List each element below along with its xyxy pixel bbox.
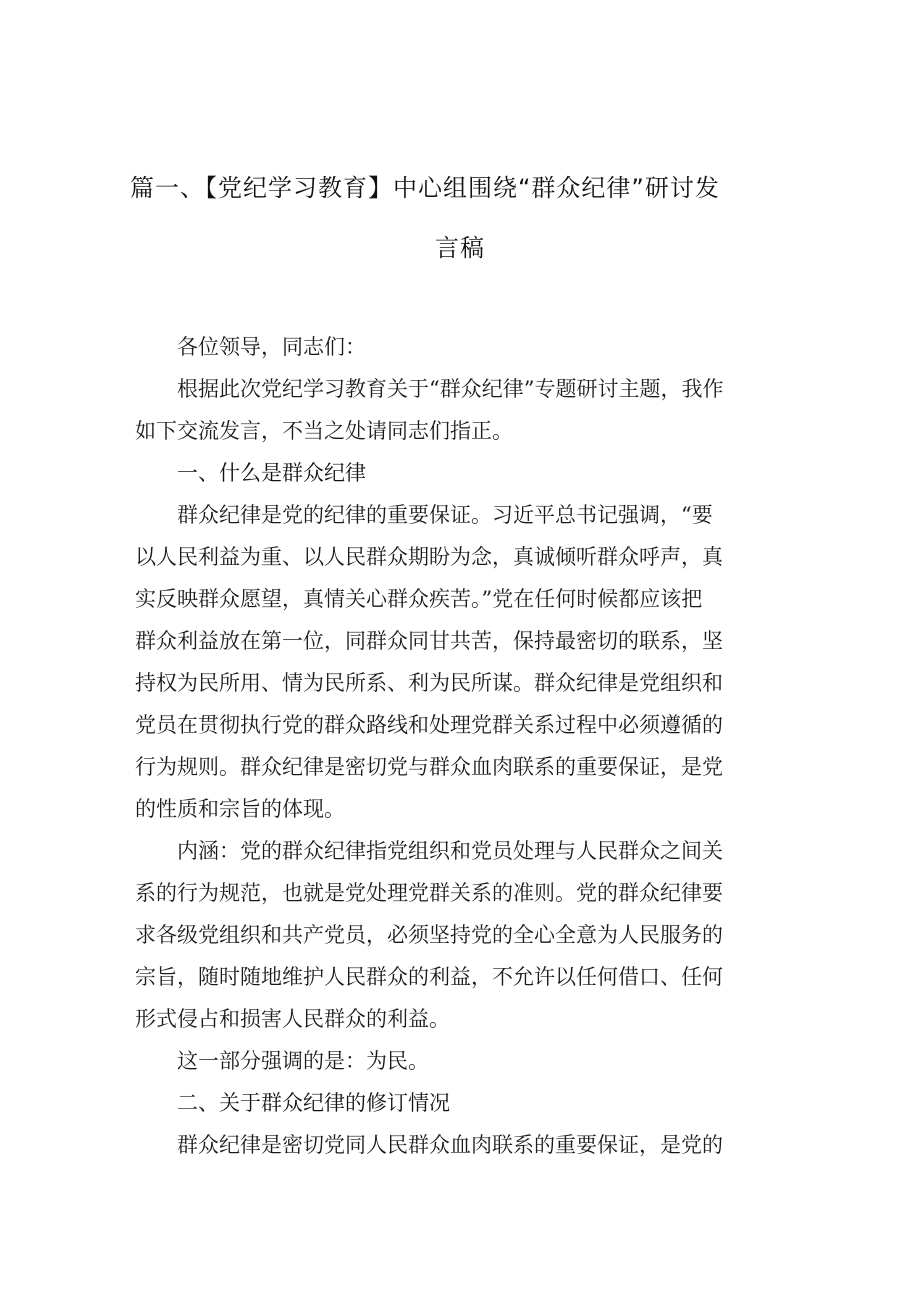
document-title-line-1: 篇一、【党纪学习教育】中心组围绕“群众纪律”研讨发 xyxy=(130,174,720,202)
section-heading-1: 一、什么是群众纪律 xyxy=(177,461,366,485)
paragraph-4 xyxy=(135,1124,785,1166)
paragraph-line: 党员在贯彻执行党的群众路线和处理党群关系过程中必须遵循的 xyxy=(135,713,723,737)
paragraph-line: 宗旨，随时随地维护人民群众的利益，不允许以任何借口、任何 xyxy=(135,965,723,989)
paragraph-line: 系的行为规范，也就是党处理党群关系的准则。党的群众纪律要 xyxy=(135,881,723,905)
paragraph-1 xyxy=(135,494,785,830)
paragraph-line: 群众纪律是密切党同人民群众血肉联系的重要保证，是党的 xyxy=(177,1133,723,1157)
paragraph-line: 求各级党组织和共产党员，必须坚持党的全心全意为人民服务的 xyxy=(135,923,723,947)
paragraph-line: 持权为民所用、情为民所系、利为民所谋。群众纪律是党组织和 xyxy=(135,671,723,695)
paragraph-line: 群众纪律是党的纪律的重要保证。习近平总书记强调，“要 xyxy=(177,503,713,527)
intro-line: 根据此次党纪学习教育关于“群众纪律”专题研讨主题，我作 xyxy=(177,377,724,401)
document-title-line-2: 言稿 xyxy=(435,234,485,262)
paragraph-2 xyxy=(135,830,785,1040)
paragraph-line: 实反映群众愿望，真情关心群众疾苦。”党在任何时候都应该把 xyxy=(135,587,703,611)
intro-line: 如下交流发言，不当之处请同志们指正。 xyxy=(135,419,513,443)
document-body xyxy=(135,326,785,1166)
intro-paragraph xyxy=(135,368,785,452)
paragraph-3: 这一部分强调的是：为民。 xyxy=(177,1049,429,1073)
paragraph-line: 以人民利益为重、以人民群众期盼为念，真诚倾听群众呼声，真 xyxy=(135,545,723,569)
paragraph-line: 的性质和宗旨的体现。 xyxy=(135,797,345,821)
paragraph-line: 群众利益放在第一位，同群众同甘共苦，保持最密切的联系，坚 xyxy=(135,629,723,653)
paragraph-line: 内涵：党的群众纪律指党组织和党员处理与人民群众之间关 xyxy=(177,839,723,863)
paragraph-line: 形式侵占和损害人民群众的利益。 xyxy=(135,1007,450,1031)
section-heading-2: 二、关于群众纪律的修订情况 xyxy=(177,1091,450,1115)
paragraph-line: 行为规则。群众纪律是密切党与群众血肉联系的重要保证，是党 xyxy=(135,755,723,779)
salutation: 各位领导，同志们： xyxy=(177,335,366,359)
